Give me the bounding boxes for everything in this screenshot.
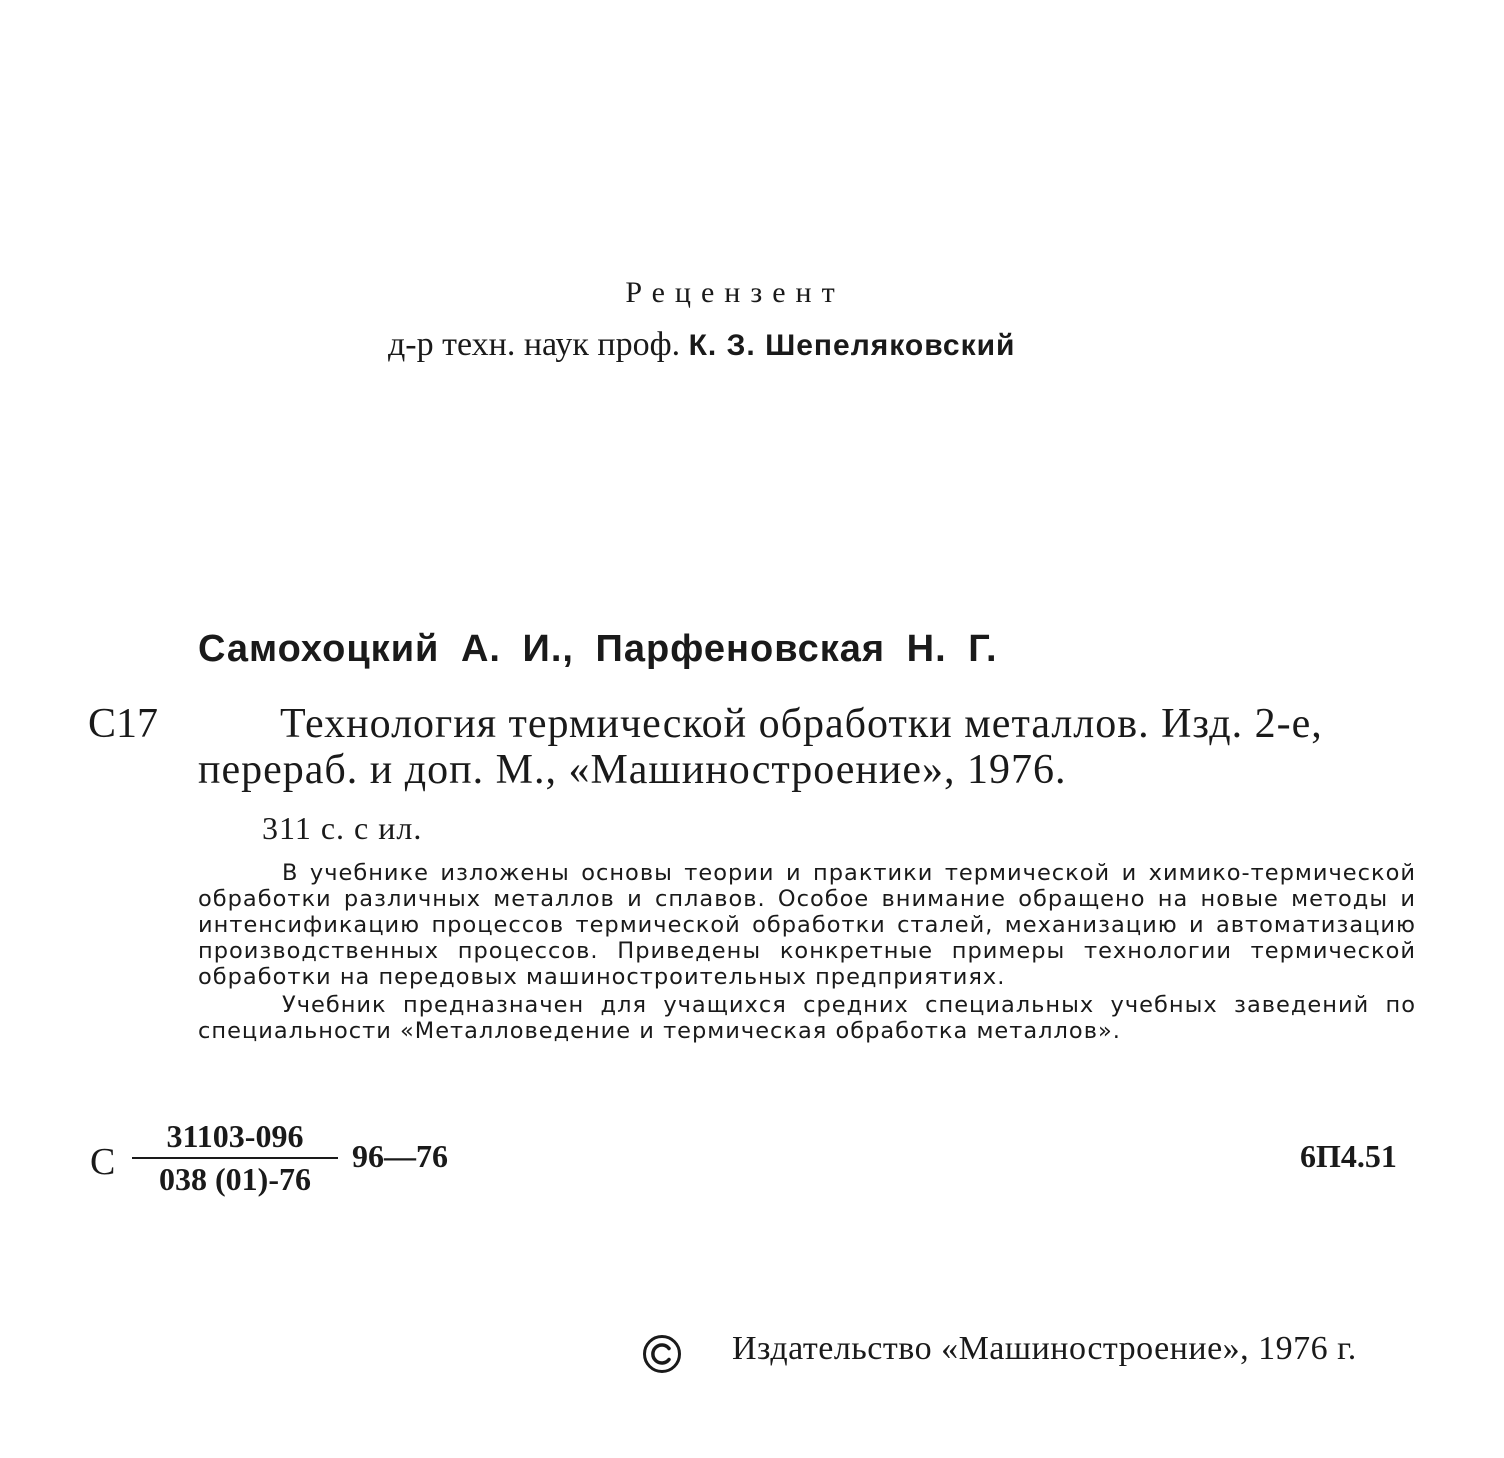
- catalog-code: С17: [88, 701, 159, 747]
- reviewer-line: [388, 326, 1016, 364]
- book-title-line-2: перераб. и доп. М., «Машиностроение», 1976.: [198, 747, 1067, 793]
- classification-fraction: [132, 1118, 338, 1198]
- bbk-code: 6П4.51: [1300, 1138, 1397, 1174]
- book-title-line-1: Технология термической обработки металлов. Изд. 2-е,: [280, 701, 1323, 747]
- reviewer-heading: Рецензент: [625, 276, 845, 309]
- classification-denominator: 038 (01)-76: [159, 1161, 311, 1197]
- classification-prefix: С: [90, 1141, 116, 1183]
- annotation: [198, 860, 1416, 1044]
- reviewer-name: К. З. Шепеляковский: [688, 329, 1016, 362]
- annotation-paragraph: В учебнике изложены основы теории и практики термической и химико-термической обработки различных металлов и сплавов. Особое внимание обращено на новые методы и интенсификацию процессов термической обработки сталей, механизацию и автоматизацию производственных процессов. Приведены конкретные примеры технологии термической обработки на передовых машиностроительных предприятиях.: [198, 860, 1416, 990]
- classification-suffix: 96—76: [352, 1138, 448, 1174]
- reviewer-title: д-р техн. наук проф.: [388, 326, 681, 363]
- page-count: 311 с. с ил.: [262, 810, 423, 846]
- authors-heading: Самохоцкий А. И., Парфеновская Н. Г.: [198, 628, 998, 670]
- copyright-text: Издательство «Машиностроение», 1976 г.: [732, 1330, 1357, 1367]
- copyright-icon: [642, 1334, 682, 1374]
- classification-numerator: 31103-096: [132, 1118, 338, 1159]
- annotation-paragraph: Учебник предназначен для учащихся средних специальных учебных заведений по специальности «Металловедение и термическая обработка металлов».: [198, 992, 1416, 1044]
